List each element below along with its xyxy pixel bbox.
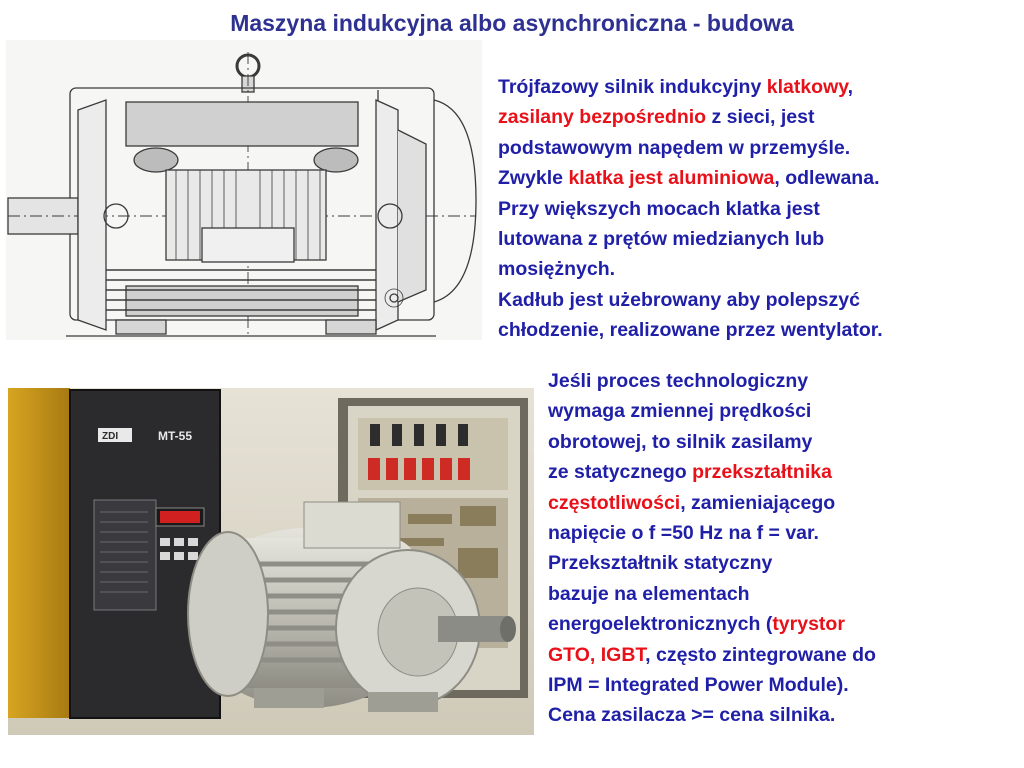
text-line	[498, 72, 883, 102]
text-segment: podstawowym napędem w przemyśle.	[498, 136, 851, 159]
slide-title: Maszyna indukcyjna albo asynchroniczna - budowa	[230, 10, 794, 36]
text-segment: ze statycznego	[548, 461, 693, 484]
text-segment: Przekształtnik statyczny	[548, 552, 773, 575]
text-segment: bazuje na elementach	[548, 582, 750, 605]
text-segment: mosiężnych.	[498, 258, 616, 281]
inverter-description-paragraph	[548, 366, 876, 731]
text-line	[548, 548, 876, 578]
highlighted-term: zasilany bezpośrednio	[498, 106, 707, 129]
text-line	[498, 254, 883, 284]
text-segment: Przy większych mocach klatka jest	[498, 197, 820, 220]
text-segment: napięcie o f =50 Hz na f = var.	[548, 522, 819, 545]
text-line	[548, 518, 876, 548]
text-segment: Zwykle	[498, 167, 569, 190]
motor-and-inverter-photo	[8, 388, 534, 735]
text-segment: ,	[847, 76, 854, 98]
text-line	[498, 102, 883, 132]
text-line	[548, 457, 876, 487]
svg-text:ZDI: ZDI	[102, 431, 119, 442]
text-line	[498, 163, 883, 193]
text-line	[548, 427, 876, 457]
text-segment: energoelektronicznych (	[548, 613, 773, 636]
text-line	[548, 640, 876, 670]
text-line	[548, 700, 876, 730]
text-line	[498, 133, 883, 163]
motor-cross-section-drawing	[6, 40, 482, 340]
text-segment: , zamieniającego	[680, 491, 836, 514]
highlighted-term: GTO, IGBT	[548, 643, 646, 666]
text-line	[498, 194, 883, 224]
text-segment: Jeśli proces technologiczny	[548, 370, 809, 392]
text-line	[498, 315, 883, 345]
text-segment: Kadłub jest użebrowany aby polepszyć	[498, 288, 860, 311]
text-segment: lutowana z prętów miedzianych lub	[498, 228, 825, 251]
text-segment: chłodzenie, realizowane przez wentylator.	[498, 319, 883, 342]
text-line	[498, 285, 883, 315]
text-segment: Cena zasilacza >= cena silnika.	[548, 704, 836, 727]
text-segment: , często zintegrowane do	[645, 643, 876, 666]
highlighted-term: tyrystor	[772, 613, 845, 636]
text-line	[548, 670, 876, 700]
text-line	[548, 488, 876, 518]
text-segment: Trójfazowy silnik indukcyjny	[498, 76, 767, 98]
text-segment: , odlewana.	[774, 167, 880, 190]
text-segment: wymaga zmiennej prędkości	[548, 400, 812, 423]
svg-text:MT-55: MT-55	[158, 429, 193, 443]
text-line	[548, 609, 876, 639]
text-line	[548, 396, 876, 426]
motor-description-paragraph	[498, 72, 883, 346]
text-segment: IPM = Integrated Power Module).	[548, 674, 849, 697]
highlighted-term: przekształtnika	[692, 461, 832, 484]
highlighted-term: klatkowy	[766, 76, 848, 98]
text-line	[548, 366, 876, 396]
highlighted-term: częstotliwości	[548, 491, 681, 514]
text-segment: z sieci, jest	[706, 106, 815, 129]
text-line	[548, 579, 876, 609]
text-segment: obrotowej, to silnik zasilamy	[548, 430, 813, 453]
highlighted-term: klatka jest aluminiowa	[568, 167, 775, 190]
text-line	[498, 224, 883, 254]
